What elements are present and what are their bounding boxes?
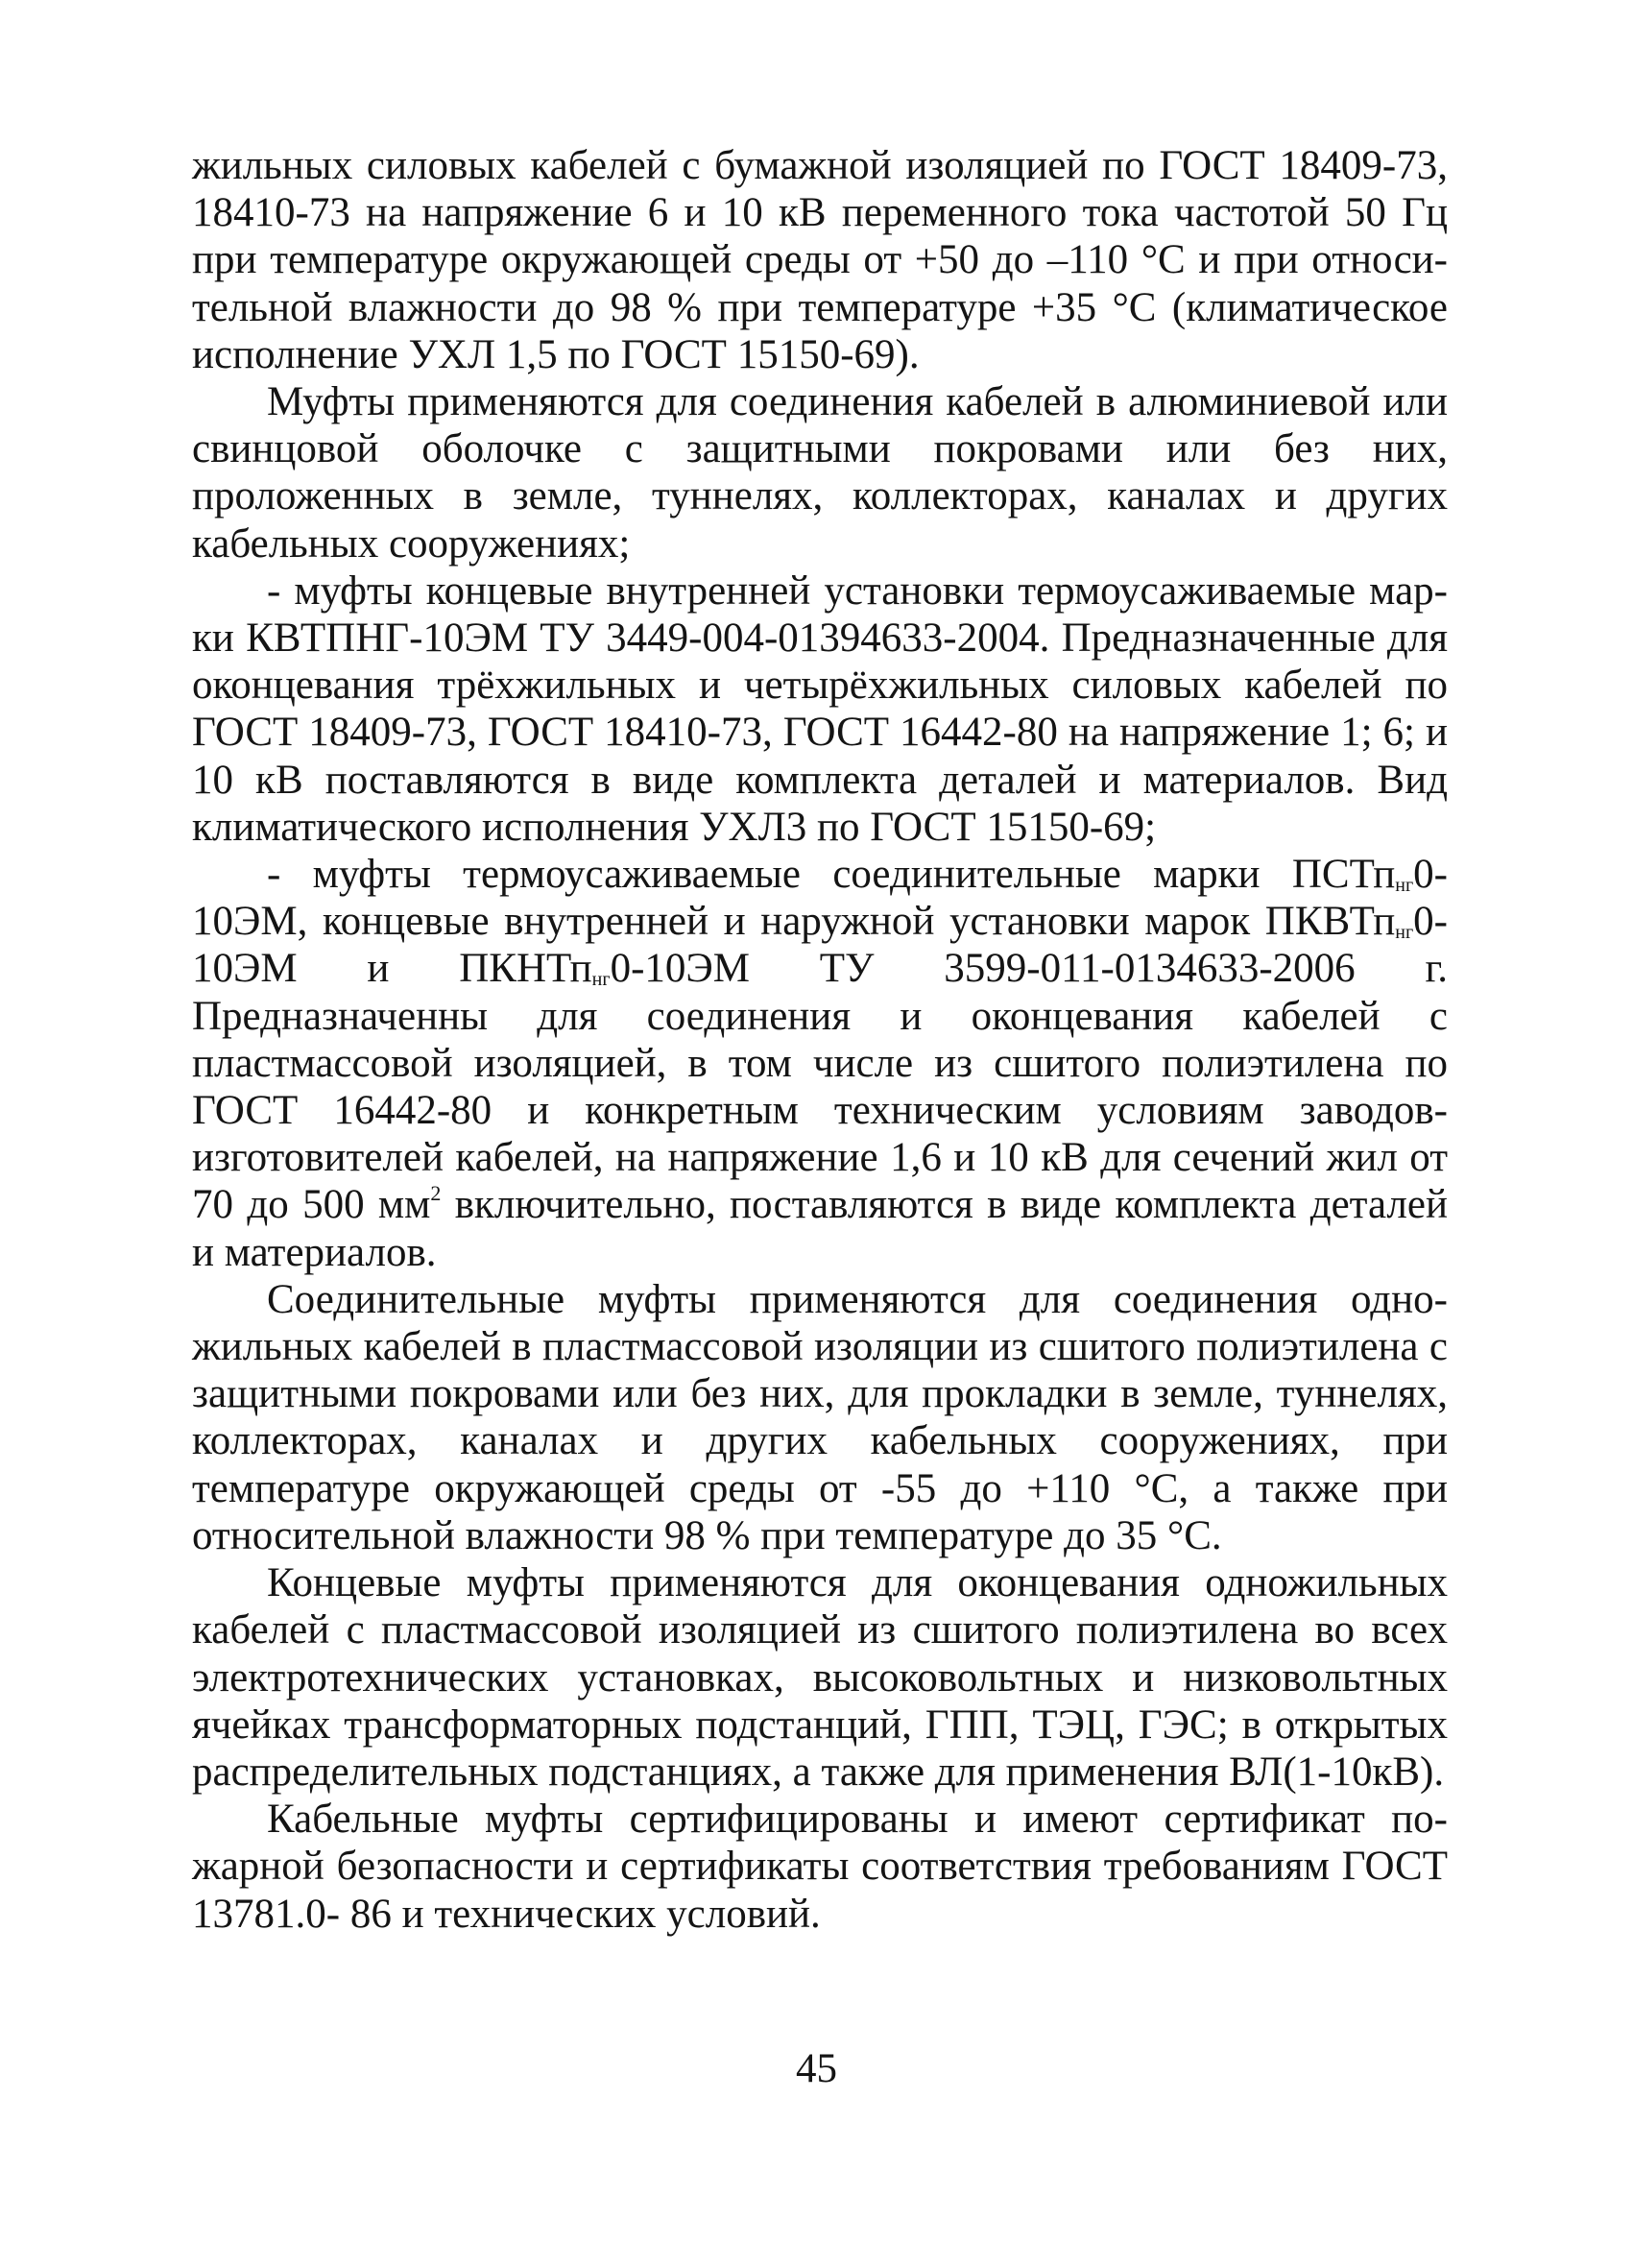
paragraph-5 — [192, 1276, 1448, 1559]
paragraph-7-text: Кабельные муфты сертифицированы и имеют сертификат пожарной безопасности и сертификаты соответствия требованиям ГОСТ 13781.0- 86 и технических условий. — [192, 1797, 1448, 1937]
paragraph-4-text-e: включительно, поставляются в виде комплекта деталей и материалов. — [192, 1182, 1448, 1275]
page-number: 45 — [796, 2046, 837, 2091]
subscript-ng: нг — [1395, 922, 1414, 944]
paragraph-1 — [192, 142, 1448, 378]
paragraph-6-text: Концевые муфты применяются для оконцевания одножильных кабелей с пластмассовой изоляцией из сшитого полиэтилена во всех электротехнических установках, высоковольтных и низковольтных ячейках трансформаторных подстанций, ГПП, ТЭЦ, ГЭС; в открытых распределительных подстанциях, а также для применения ВЛ(1-10кВ). — [192, 1560, 1448, 1795]
paragraph-7 — [192, 1796, 1448, 1938]
subscript-ng: нг — [1395, 875, 1414, 897]
paragraph-1-text: жильных силовых кабелей с бумажной изоляцией по ГОСТ 18409-73, 18410-73 на напряжение 6 и 10 кВ переменного тока частотой 50 Гц при температуре окружающей среды от +50 до –110 °С и при относительной влажности до 98 % при температуре +35 °С (климатическое исполнение УХЛ 1,5 по ГОСТ 15150-69). — [192, 143, 1448, 377]
subscript-ng: нг — [591, 969, 611, 991]
paragraph-4-text-b: 0-10ЭМ, концевые внутренней и наружной установки марок ПКВТп — [192, 852, 1448, 945]
paragraph-3-text: - муфты концевые внутренней установки термоусаживаемые марки КВТПНГ-10ЭМ ТУ 3449-004-01394633-2004. Предназначенные для оконцевания трёхжильных и четырёхжильных силовых кабелей по ГОСТ 18409-73, ГОСТ 18410-73, ГОСТ 16442-80 на напряжение 1; 6; и 10 кВ поставляются в виде комплекта деталей и материалов. Вид климатического исполнения УХЛ3 по ГОСТ 15150-69; — [192, 567, 1448, 850]
paragraph-4 — [192, 851, 1448, 1276]
paragraph-4-text-d: 0-10ЭМ ТУ 3599-011-0134633-2006 г. Предназначенны для соединения и оконцевания кабелей с пластмассовой изоляцией, в том числе из сшитого полиэтилена по ГОСТ 16442-80 и конкретным техническим условиям заводов-изготовителей кабелей, на напряжение 1,6 и 10 кВ для сечений жил от 70 до 500 мм — [192, 946, 1448, 1228]
paragraph-3 — [192, 567, 1448, 851]
superscript-2: 2 — [430, 1181, 442, 1206]
paragraph-4-text-c: 0-10ЭМ и ПКНТп — [192, 899, 1448, 992]
paragraph-6 — [192, 1559, 1448, 1796]
paragraph-2 — [192, 378, 1448, 567]
body-text — [192, 142, 1448, 1938]
paragraph-4-text-a: - муфты термоусаживаемые соединительные марки ПСТп — [267, 852, 1396, 898]
paragraph-5-text: Соединительные муфты применяются для соединения одножильных кабелей в пластмассовой изоляции из сшитого полиэтилена с защитными покровами или без них, для прокладки в земле, туннелях, коллекторах, каналах и других кабельных сооружениях, при температуре окружающей среды от -55 до +110 °С, а также при относительной влажности 98 % при температуре до 35 °С. — [192, 1276, 1448, 1558]
paragraph-2-text: Муфты применяются для соединения кабелей в алюминиевой или свинцовой оболочке с защитными покровами или без них, проложенных в земле, туннелях, коллекторах, каналах и других кабельных сооружениях; — [192, 379, 1448, 567]
